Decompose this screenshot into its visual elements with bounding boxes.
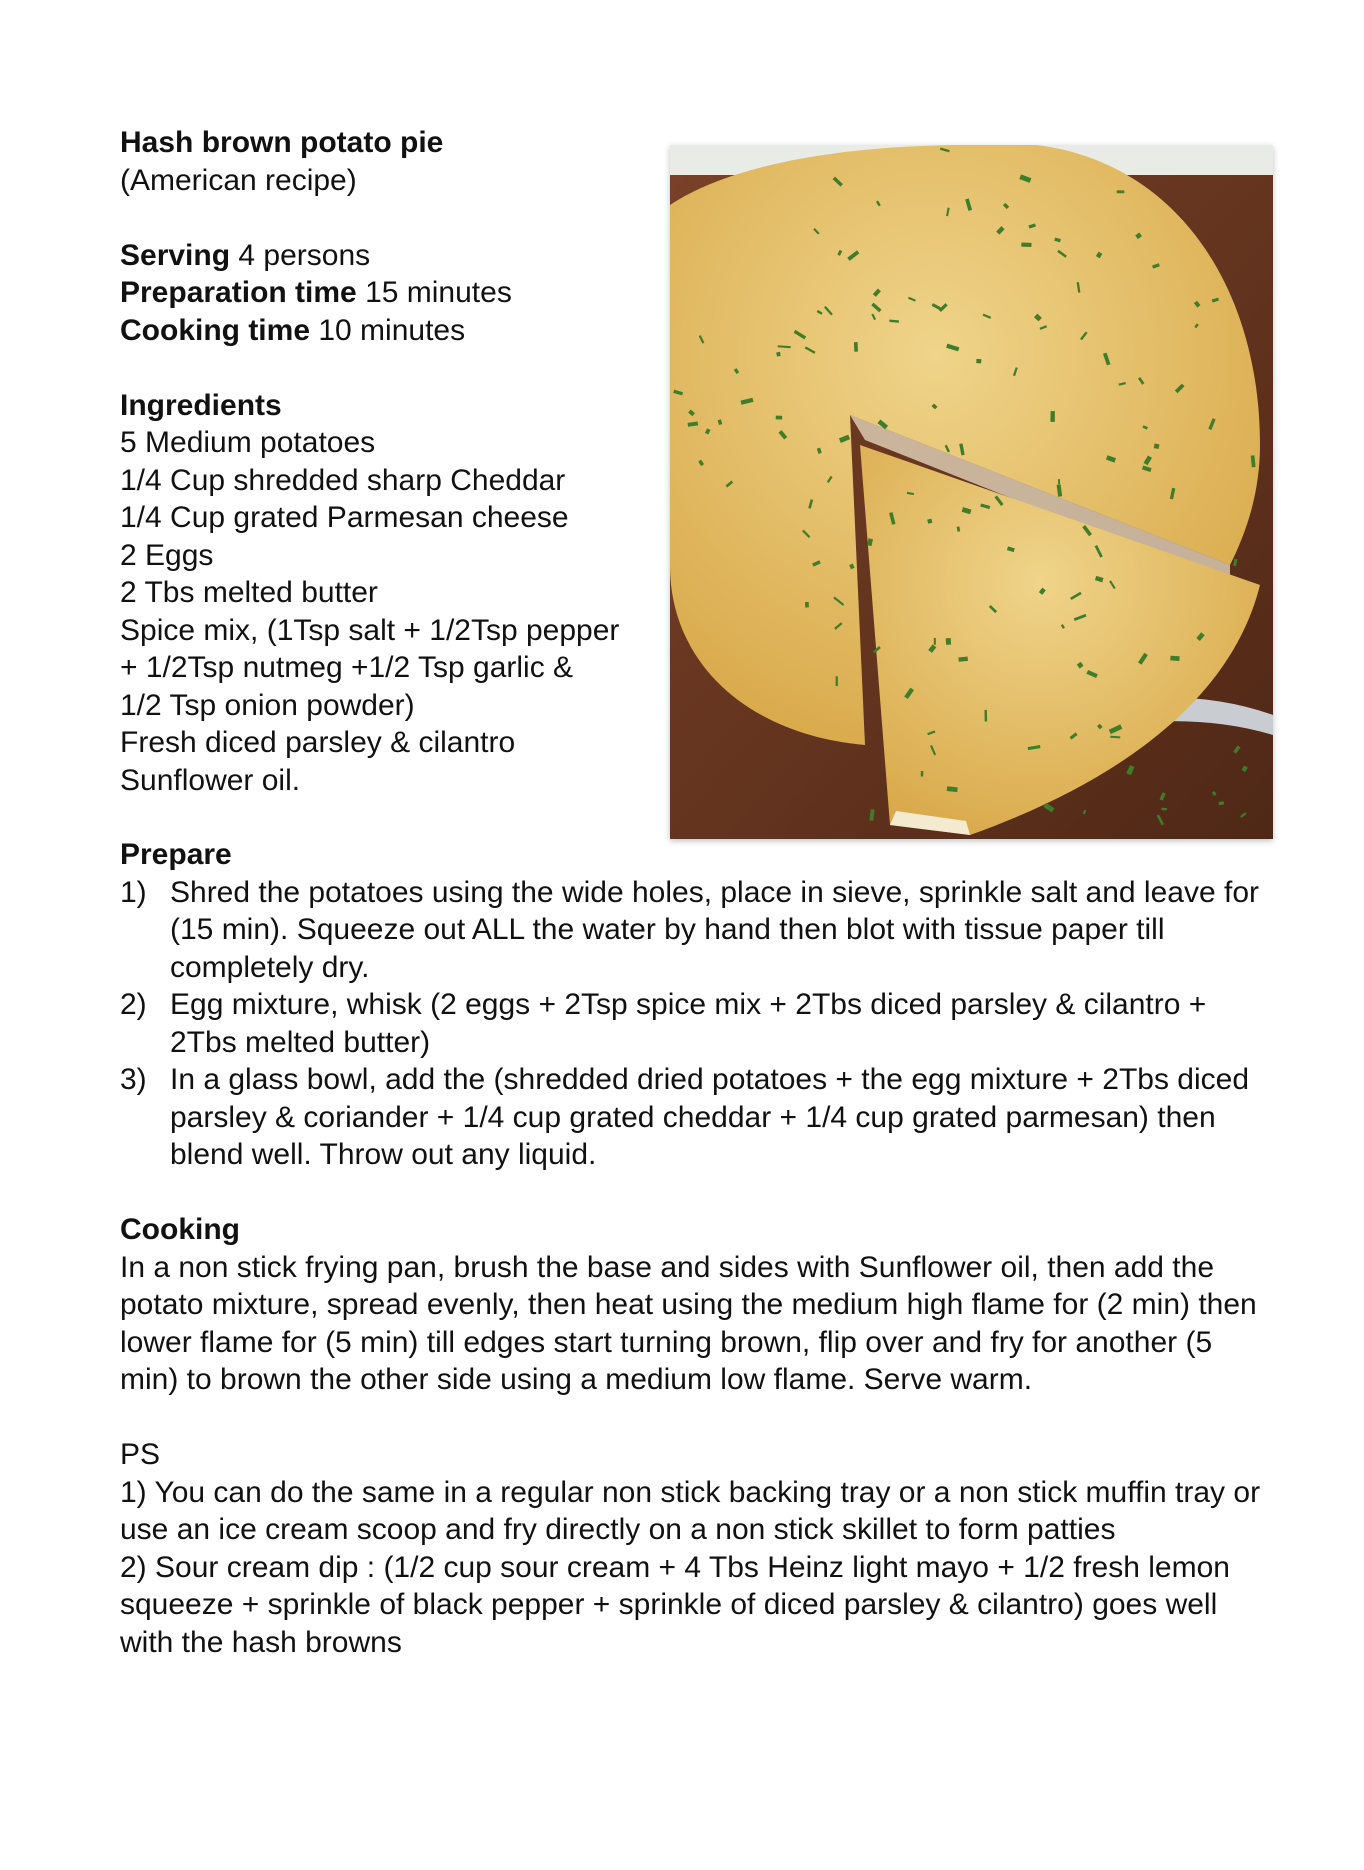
- herb-fleck: [946, 638, 951, 645]
- meta-cooking-time: [120, 312, 660, 350]
- herb-fleck: [1050, 411, 1054, 422]
- herb-fleck: [776, 352, 781, 357]
- prepare-section: [120, 836, 1270, 1174]
- herb-fleck: [976, 359, 981, 363]
- cooking-text: In a non stick frying pan, brush the base and sides with Sunflower oil, then add the potato mixture, spread evenly, then heat using the medium high flame for (2 min) then lower flame for (5 min) till edges start turning brown, flip over and fry for another (5 min) to brown the other side using a medium low flame. Serve warm.: [120, 1250, 1257, 1396]
- herb-fleck: [958, 657, 968, 662]
- ingredient-line: 1/2 Tsp onion powder): [120, 688, 415, 722]
- recipe-subtitle: (American recipe): [120, 163, 357, 197]
- cooking-section: [120, 1211, 1270, 1399]
- meta-label: Cooking time: [120, 313, 311, 347]
- herb-fleck: [836, 676, 838, 686]
- herb-fleck: [854, 342, 858, 352]
- herb-fleck: [934, 638, 936, 645]
- ingredient-line: 1/4 Cup grated Parmesan cheese: [120, 501, 569, 534]
- ingredients-heading: Ingredients: [120, 388, 282, 422]
- meta-preparation-time: [120, 274, 660, 312]
- step-text: In a glass bowl, add the (shredded dried potatoes + the egg mixture + 2Tbs diced parsley & coriander + 1/4 cup grated cheddar + 1/4 cup grated parmesan) then blend well. Throw out any liquid.: [170, 1063, 1250, 1171]
- step-text: Egg mixture, whisk (2 eggs + 2Tsp spice mix + 2Tbs diced parsley & cilantro + 2Tbs melted butter): [170, 988, 1207, 1059]
- herb-fleck: [1058, 479, 1060, 484]
- ingredient-line: 2 Tbs melted butter: [120, 576, 378, 609]
- prepare-step: [120, 986, 1270, 1061]
- ingredient-line: Sunflower oil.: [120, 763, 301, 797]
- hash-brown-pie-photo: [670, 145, 1273, 839]
- ingredient-line: Spice mix, (1Tsp salt + 1/2Tsp pepper: [120, 613, 620, 647]
- meta-value: 4 persons: [230, 238, 371, 272]
- herb-fleck: [1170, 656, 1179, 661]
- meta-value: 10 minutes: [310, 313, 466, 347]
- prepare-step: [120, 874, 1270, 987]
- prepare-steps-list: [120, 874, 1270, 1174]
- step-number: 2): [120, 988, 147, 1021]
- herb-fleck: [1161, 808, 1167, 811]
- herb-fleck: [1154, 444, 1160, 449]
- meta-label: Preparation time: [120, 276, 357, 309]
- prepare-step: [120, 1061, 1270, 1174]
- herb-fleck: [1117, 190, 1125, 193]
- recipe-title: Hash brown potato pie: [120, 126, 444, 159]
- ps-line: 2) Sour cream dip : (1/2 cup sour cream + 4 Tbs Heinz light mayo + 1/2 fresh lemon squeeze + sprinkle of black pepper + sprinkle of diced parsley & cilantro) goes well with the hash browns: [120, 1550, 1230, 1659]
- herb-fleck: [805, 602, 809, 608]
- step-number: 1): [120, 875, 147, 909]
- meta-value: 15 minutes: [356, 276, 512, 309]
- ps-section: [120, 1436, 1270, 1661]
- cooking-heading: Cooking: [120, 1213, 240, 1246]
- ingredient-line: Fresh diced parsley & cilantro: [120, 726, 516, 759]
- herb-fleck: [984, 710, 987, 722]
- pie-illustration: [670, 145, 1273, 839]
- ps-heading: PS: [120, 1438, 161, 1471]
- ingredient-line: 2 Eggs: [120, 538, 214, 572]
- prepare-heading: Prepare: [120, 838, 232, 871]
- meta-label: Serving: [120, 238, 231, 272]
- ingredient-line: 5 Medium potatoes: [120, 426, 376, 459]
- herb-fleck: [1021, 242, 1031, 247]
- recipe-header-block: [120, 124, 660, 799]
- ingredient-line: + 1/2Tsp nutmeg +1/2 Tsp garlic &: [120, 651, 574, 684]
- herb-fleck: [776, 416, 782, 420]
- ingredient-line: 1/4 Cup shredded sharp Cheddar: [120, 463, 566, 497]
- meta-serving: [120, 237, 660, 275]
- step-number: 3): [120, 1063, 147, 1096]
- herb-fleck: [1219, 801, 1225, 805]
- herb-fleck: [921, 771, 924, 777]
- ps-line: 1) You can do the same in a regular non stick backing tray or a non stick muffin tray or use an ice cream scoop and fry directly on a non stick skillet to form patties: [120, 1475, 1261, 1546]
- step-text: Shred the potatoes using the wide holes, place in sieve, sprinkle salt and leave for (15 min). Squeeze out ALL the water by hand then blot with tissue paper till completely dry.: [170, 875, 1259, 984]
- ingredients-list: [120, 424, 660, 799]
